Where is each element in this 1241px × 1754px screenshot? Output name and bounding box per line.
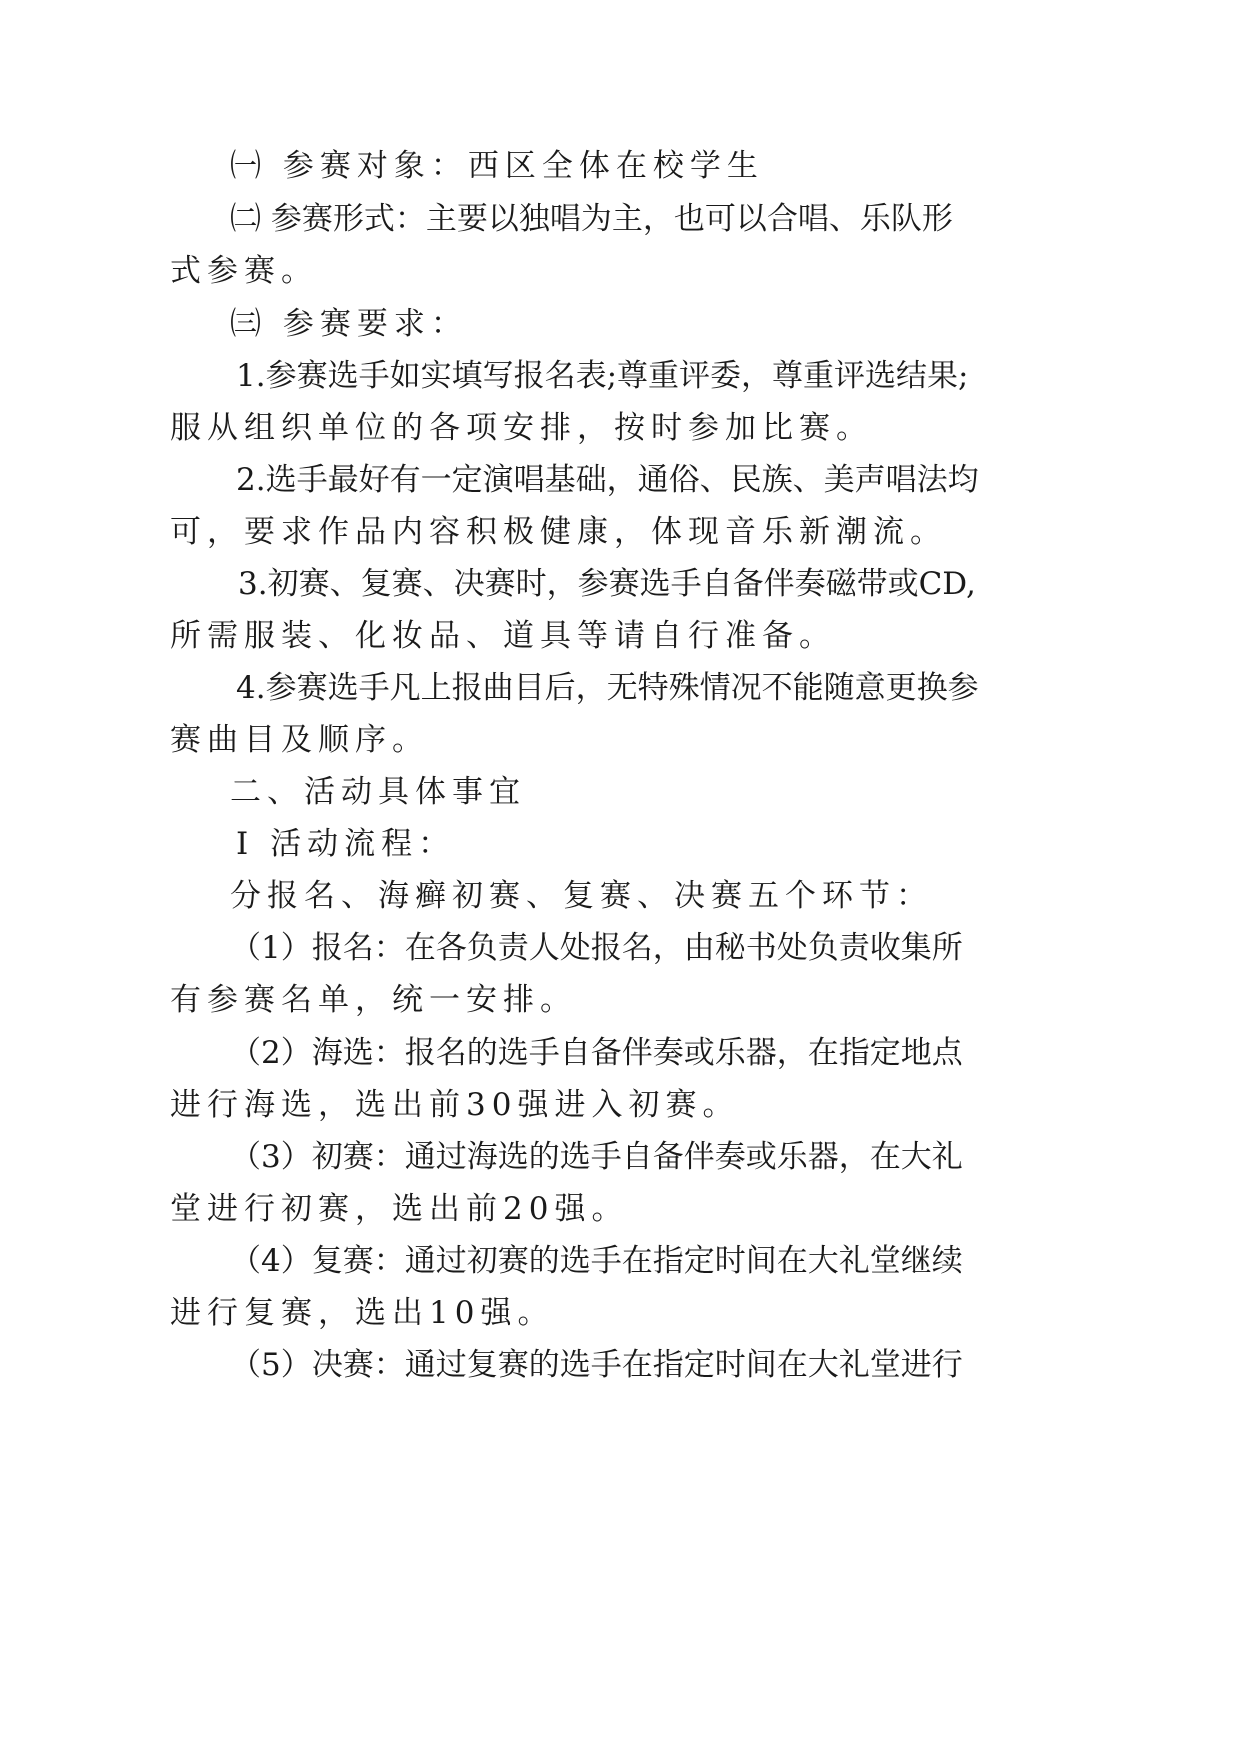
line-req-2: 2.选手最好有一定演唱基础，通俗、民族、美声唱法均 [236, 462, 979, 498]
line-step-4: （4）复赛：通过初赛的选手在指定时间在大礼堂继续 [230, 1243, 963, 1279]
line-step-5: （5）决赛：通过复赛的选手在指定时间在大礼堂进行 [230, 1347, 963, 1383]
line-participants: ㈠ 参赛对象：西区全体在校学生 [230, 148, 764, 184]
line-requirements: ㈢ 参赛要求： [230, 306, 468, 342]
line-flow-summary: 分报名、海癣初赛、复赛、决赛五个环节： [230, 878, 933, 914]
line-format-cont: 式参赛。 [170, 253, 318, 289]
line-req-1-cont: 服从组织单位的各项安排，按时参加比赛。 [170, 410, 873, 446]
section-heading-activity: 二、活动具体事宜 [230, 774, 526, 810]
line-step-3-cont: 堂进行初赛，选出前20强。 [170, 1191, 629, 1227]
line-step-2: （2）海选：报名的选手自备伴奏或乐器，在指定地点 [230, 1035, 963, 1071]
line-step-4-cont: 进行复赛，选出10强。 [170, 1295, 555, 1331]
line-step-1-cont: 有参赛名单，统一安排。 [170, 982, 577, 1018]
line-step-2-cont: 进行海选，选出前30强进入初赛。 [170, 1087, 740, 1123]
line-req-4: 4.参赛选手凡上报曲目后，无特殊情况不能随意更换参 [236, 670, 979, 706]
line-req-3-cont: 所需服装、化妆品、道具等请自行准备。 [170, 618, 836, 654]
line-req-4-cont: 赛曲目及顺序。 [170, 722, 429, 758]
line-flow-heading: Ⅰ 活动流程： [236, 826, 456, 862]
line-step-3: （3）初赛：通过海选的选手自备伴奏或乐器，在大礼 [230, 1139, 963, 1175]
line-req-2-cont: 可，要求作品内容积极健康，体现音乐新潮流。 [170, 514, 947, 550]
line-req-3: 3.初赛、复赛、决赛时，参赛选手自备伴奏磁带或CD, [238, 566, 976, 602]
line-format: ㈡ 参赛形式：主要以独唱为主，也可以合唱、乐队形 [230, 201, 953, 237]
line-step-1: （1）报名：在各负责人处报名，由秘书处负责收集所 [230, 930, 963, 966]
line-req-1: 1.参赛选手如实填写报名表;尊重评委，尊重评选结果; [236, 358, 969, 394]
